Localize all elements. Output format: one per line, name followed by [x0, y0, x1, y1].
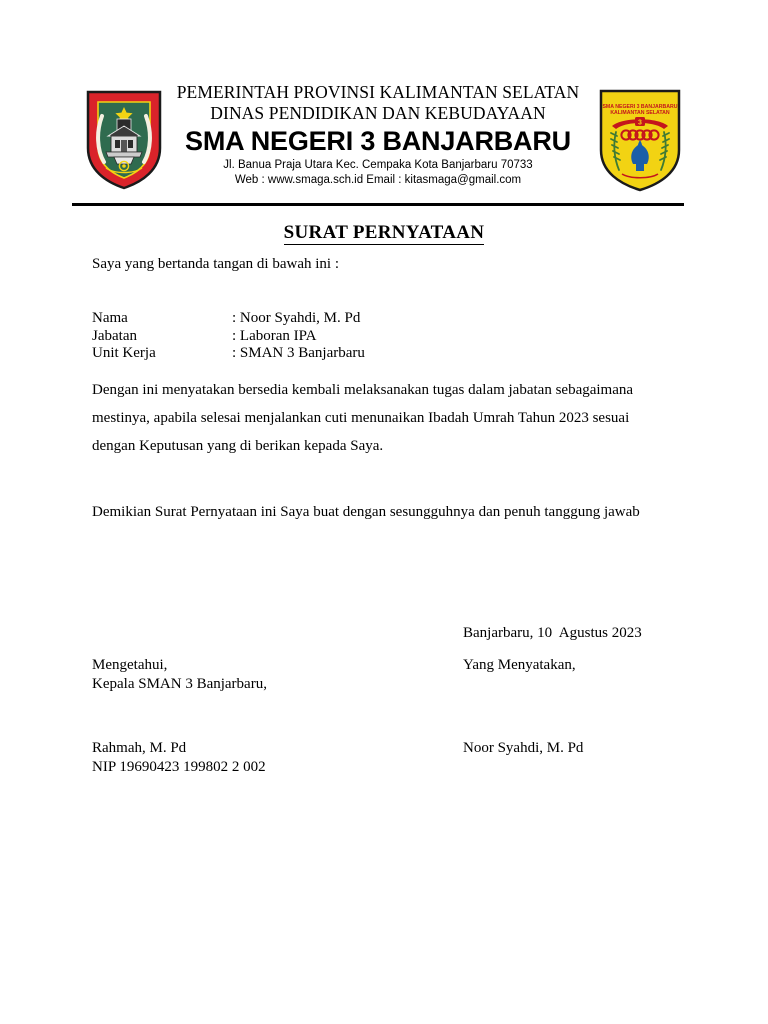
letterhead-school-name: SMA NEGERI 3 BANJARBARU: [185, 126, 571, 156]
signature-right-signer: [463, 739, 583, 758]
identity-value-jabatan: : Laboran IPA: [232, 327, 317, 344]
identity-value-unit-kerja: : SMAN 3 Banjarbaru: [232, 345, 365, 362]
svg-text:3: 3: [638, 119, 642, 127]
signature-left-nip: NIP 19690423 199802 2 002: [92, 758, 266, 775]
letterhead: [72, 82, 684, 194]
svg-text:KALIMANTAN SELATAN: KALIMANTAN SELATAN: [610, 110, 670, 116]
body-paragraph: Dengan ini menyatakan bersedia kembali melaksanakan tugas dalam jabatan sebagaimana mestinya, apabila selesai menjalankan cuti menunaikan Ibadah Umrah Tahun 2023 sesuai dengan Keputusan yang di berikan kepada Saya.: [92, 382, 634, 454]
signature-left-heading: [92, 656, 267, 693]
signature-place-date: Banjarbaru, 10 Agustus 2023: [463, 625, 642, 641]
sman-3-banjarbaru-emblem-icon: [596, 86, 684, 194]
letterhead-address: Jl. Banua Praja Utara Kec. Cempaka Kota Banjarbaru 70733: [223, 159, 533, 171]
kalimantan-selatan-emblem-icon: [84, 86, 164, 192]
signature-right-heading: [463, 656, 576, 675]
letterhead-contact: Web : www.smaga.sch.id Email : kitasmaga@gmail.com: [234, 174, 522, 186]
identity-label-jabatan: Jabatan: [92, 327, 137, 344]
signature-left-signer: [92, 739, 266, 776]
identity-row-nama: [92, 310, 365, 328]
identity-label-unit-kerja: Unit Kerja: [92, 345, 156, 362]
closing-paragraph: Demikian Surat Pernyataan ini Saya buat dengan sesungguhnya dan penuh tanggung jawab: [92, 504, 640, 520]
signature-right-heading-line1: Yang Menyatakan,: [463, 657, 576, 673]
letterhead-text: [168, 82, 588, 188]
signature-left-heading-line1: Mengetahui,: [92, 657, 168, 673]
letterhead-line-department: DINAS PENDIDIKAN DAN KEBUDAYAAN: [210, 103, 546, 123]
page-title-text: SURAT PERNYATAAN: [283, 222, 485, 243]
intro-line: Saya yang bertanda tangan di bawah ini :: [92, 256, 340, 272]
signature-right-name: Noor Syahdi, M. Pd: [463, 740, 584, 756]
identity-block: [92, 310, 365, 363]
letterhead-divider-rule: [72, 203, 684, 206]
identity-value-nama: : Noor Syahdi, M. Pd: [232, 310, 361, 326]
page-title: [0, 222, 768, 244]
signature-left-heading-line2: Kepala SMAN 3 Banjarbaru,: [92, 675, 267, 692]
letterhead-line-government: PEMERINTAH PROVINSI KALIMANTAN SELATAN: [176, 82, 580, 102]
identity-row-jabatan: [92, 328, 365, 346]
svg-text:SMA NEGERI 3 BANJARBARU: SMA NEGERI 3 BANJARBARU: [602, 104, 678, 110]
identity-label-nama: Nama: [92, 310, 128, 326]
identity-row-unit-kerja: [92, 345, 365, 363]
signature-left-name: Rahmah, M. Pd: [92, 740, 187, 756]
